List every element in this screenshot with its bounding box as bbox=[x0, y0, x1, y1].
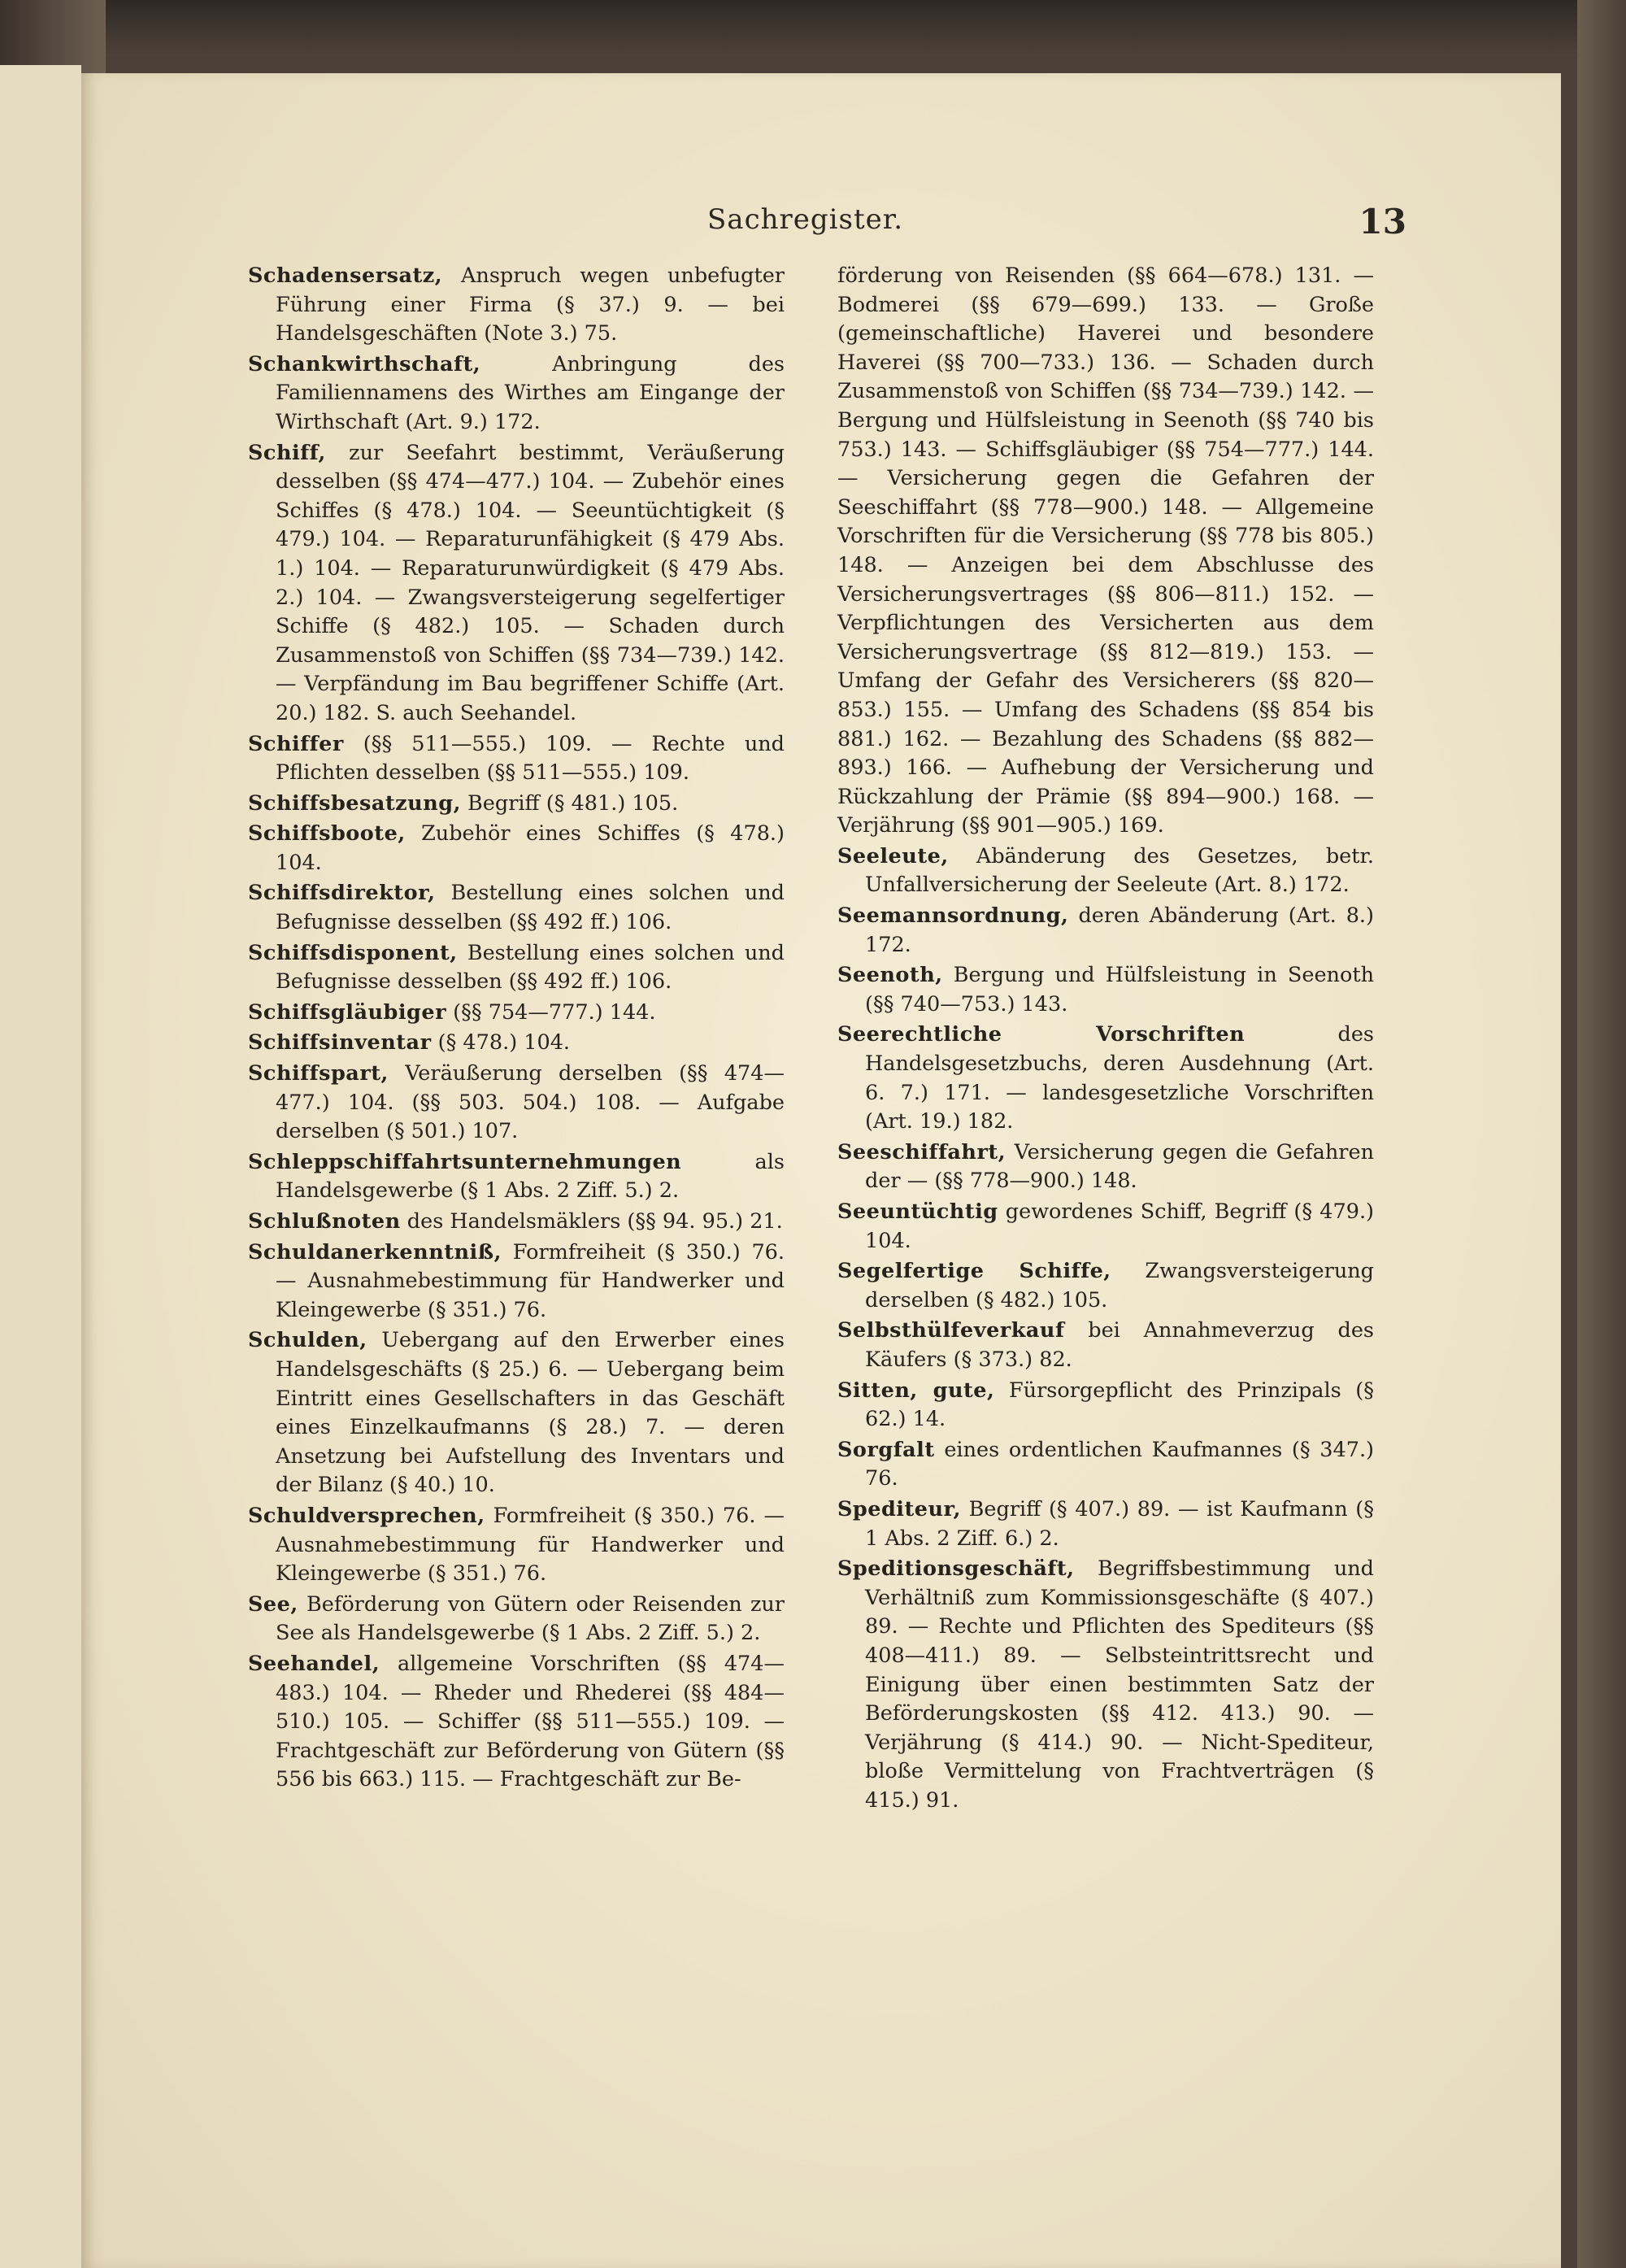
index-entry bbox=[248, 1326, 785, 1500]
index-entry-text: Anbringung des Familiennamens des Wirthes am Eingange der Wirthschaft (Art. 9.) 172. bbox=[276, 351, 785, 434]
index-entry-keyword: Schleppschiffahrtsunternehmungen bbox=[248, 1149, 682, 1174]
index-entry-text: des Handelsmäklers (§§ 94. 95.) 21. bbox=[400, 1209, 783, 1234]
index-entry-text: allgemeine Vorschriften (§§ 474—483.) 104. — Rheder und Rhederei (§§ 484—510.) 105. — Schiffer (§§ 511—555.) 109. — Frachtgeschäft zur Beförderung von Gütern (§§ 556 bis 663.) 115. — Frachtgeschäft zur Be- bbox=[276, 1651, 785, 1792]
previous-page-edge bbox=[0, 65, 81, 2268]
index-entry bbox=[837, 262, 1374, 841]
index-entry-text: förderung von Reisenden (§§ 664—678.) 131. — Bodmerei (§§ 679—699.) 133. — Große (gemeinschaftliche) Haverei und besondere Haverei (§§ 700—733.) 136. — Schaden durch Zusammenstoß von Schiffen (§§ 734—739.) 142. — Bergung und Hülfsleistung in Seenoth (§§ 740 bis 753.) 143. — Schiffsgläubiger (§§ 754—777.) 144. — Versicherung gegen die Gefahren der Seeschiffahrt (§§ 778—900.) 148. — Allgemeine Vorschriften für die Versicherung (§§ 778 bis 805.) 148. — Anzeigen bei dem Abschlusse des Versicherungsvertrages (§§ 806—811.) 152. — Verpflichtungen des Versicherten aus dem Versicherungsvertrage (§§ 812—819.) 153. — Umfang der Gefahr des Versicherers (§§ 820—853.) 155. — Umfang des Schadens (§§ 854 bis 881.) 162. — Bezahlung des Schadens (§§ 882—893.) 166. — Aufhebung der Versicherung und Rückzahlung der Prämie (§§ 894—900.) 168. — Verjährung (§§ 901—905.) 169. bbox=[837, 263, 1374, 838]
index-entry-text: Fürsorgepflicht des Prinzipals (§ 62.) 14. bbox=[865, 1378, 1374, 1432]
index-entry-text: des Handelsgesetzbuchs, deren Ausdehnung (Art. 6. 7.) 171. — landesgesetzliche Vorschriften (Art. 19.) 182. bbox=[865, 1022, 1374, 1134]
index-entry bbox=[837, 961, 1374, 1019]
index-entry-text: bei Annahmeverzug des Käufers (§ 373.) 82. bbox=[865, 1318, 1374, 1372]
index-entry bbox=[837, 1377, 1374, 1434]
index-entry bbox=[837, 902, 1374, 960]
index-entry bbox=[248, 439, 785, 729]
index-entry bbox=[248, 790, 785, 819]
index-entry-keyword: Schiffsgläubiger bbox=[248, 999, 447, 1025]
index-entry-keyword: Schiffer bbox=[248, 731, 344, 756]
index-entry-text: (§§ 511—555.) 109. — Rechte und Pflichten desselben (§§ 511—555.) 109. bbox=[276, 731, 785, 786]
index-entry-text: Anspruch wegen unbefugter Führung einer Firma (§ 37.) 9. — bei Handelsgeschäften (Note 3.) 75. bbox=[276, 263, 785, 346]
index-entry bbox=[248, 1591, 785, 1648]
index-entry bbox=[837, 1198, 1374, 1256]
book-cover-right bbox=[1577, 0, 1626, 2268]
index-entry-keyword: Schlußnoten bbox=[248, 1209, 401, 1234]
index-entry-keyword: Segelfertige Schiffe, bbox=[837, 1259, 1111, 1284]
index-entry-keyword: Schuldversprechen, bbox=[248, 1503, 485, 1528]
index-entry-keyword: Seenoth, bbox=[837, 963, 943, 988]
index-entry-keyword: Sitten, gute, bbox=[837, 1378, 995, 1403]
index-entry-keyword: Speditionsgeschäft, bbox=[837, 1556, 1075, 1582]
index-entry bbox=[837, 842, 1374, 900]
index-entry bbox=[248, 1060, 785, 1147]
index-entry-keyword: Schiffsboote, bbox=[248, 821, 406, 847]
index-entry-text: Formfreiheit (§ 350.) 76. — Ausnahmebestimmung für Handwerker und Kleingewerbe (§ 351.) 76. bbox=[276, 1503, 785, 1587]
index-entry-text: Formfreiheit (§ 350.) 76. — Ausnahmebestimmung für Handwerker und Kleingewerbe (§ 351.) 76. bbox=[276, 1239, 785, 1322]
index-entry-text: (§ 478.) 104. bbox=[431, 1030, 571, 1056]
index-entry bbox=[837, 1257, 1374, 1315]
index-entry-keyword: Schiffsdirektor, bbox=[248, 881, 436, 906]
index-column-left bbox=[248, 262, 785, 1796]
index-entry-text: Begriff (§ 481.) 105. bbox=[460, 790, 679, 816]
index-entry-text: als Handelsgewerbe (§ 1 Abs. 2 Ziff. 5.) 2. bbox=[276, 1149, 785, 1204]
index-entry-keyword: See, bbox=[248, 1591, 298, 1617]
index-entry bbox=[837, 1317, 1374, 1374]
index-entry-keyword: Selbsthülfeverkauf bbox=[837, 1318, 1065, 1343]
index-entry bbox=[837, 1138, 1374, 1196]
page-header bbox=[81, 203, 1561, 252]
index-entry bbox=[248, 939, 785, 997]
index-entry-text: Uebergang auf den Erwerber eines Handelsgeschäfts (§ 25.) 6. — Uebergang beim Eintritt eines Gesellschafters in das Geschäft eines Einzelkaufmanns (§ 28.) 7. — deren Ansetzung bei Aufstellung des Inventars und der Bilanz (§ 40.) 10. bbox=[276, 1328, 785, 1498]
index-entry bbox=[248, 1650, 785, 1795]
index-entry bbox=[837, 1555, 1374, 1815]
index-entry bbox=[248, 262, 785, 349]
index-entry bbox=[248, 820, 785, 877]
index-entry bbox=[248, 1029, 785, 1058]
index-entry-text: deren Abänderung (Art. 8.) 172. bbox=[865, 903, 1374, 957]
index-entry-keyword: Schiff, bbox=[248, 440, 326, 465]
index-entry bbox=[248, 999, 785, 1028]
index-entry bbox=[837, 1436, 1374, 1494]
running-title: Sachregister. bbox=[707, 203, 904, 236]
index-entry bbox=[248, 350, 785, 437]
index-entry-keyword: Schiffsdisponent, bbox=[248, 940, 458, 965]
index-entry-keyword: Seemannsordnung, bbox=[837, 903, 1069, 929]
index-entry-keyword: Seehandel, bbox=[248, 1651, 380, 1676]
index-entry-keyword: Schiffsinventar bbox=[248, 1030, 432, 1056]
index-entry-text: Versicherung gegen die Gefahren der — (§§ 778—900.) 148. bbox=[865, 1139, 1374, 1194]
index-entry bbox=[248, 1148, 785, 1206]
index-entry-keyword: Seeuntüchtig bbox=[837, 1199, 998, 1224]
index-entry-keyword: Sorgfalt bbox=[837, 1437, 935, 1462]
index-entry-keyword: Seeleute, bbox=[837, 843, 949, 868]
index-entry-keyword: Seeschiffahrt, bbox=[837, 1139, 1006, 1164]
index-entry-text: gewordenes Schiff, Begriff (§ 479.) 104. bbox=[865, 1199, 1374, 1253]
index-entry-text: Beförderung von Gütern oder Reisenden zur See als Handelsgewerbe (§ 1 Abs. 2 Ziff. 5.) 2. bbox=[276, 1591, 785, 1646]
index-entry-keyword: Schadensersatz, bbox=[248, 263, 443, 288]
index-entry-keyword: Schankwirthschaft, bbox=[248, 351, 481, 377]
index-entry-keyword: Schulden, bbox=[248, 1328, 367, 1353]
index-column-right bbox=[837, 262, 1374, 1817]
index-entry-text: Bestellung eines solchen und Befugnisse desselben (§§ 492 ff.) 106. bbox=[276, 881, 785, 935]
index-entry-text: Bergung und Hülfsleistung in Seenoth (§§ 740—753.) 143. bbox=[865, 963, 1374, 1016]
index-entry bbox=[837, 1021, 1374, 1136]
index-entry-text: Begriff (§ 407.) 89. — ist Kaufmann (§ 1 Abs. 2 Ziff. 6.) 2. bbox=[865, 1496, 1374, 1551]
index-entry bbox=[248, 879, 785, 937]
index-entry-text: Begriffsbestimmung und Verhältniß zum Kommissionsgeschäfte (§ 407.) 89. — Rechte und Pflichten des Spediteurs (§§ 408—411.) 89. — Selbsteintrittsrecht und Einigung über einen bestimmten Satz der Beförderungskosten (§§ 412. 413.) 90. — Verjährung (§ 414.) 90. — Nicht-Spediteur, bloße Vermittelung von Frachtverträgen (§ 415.) 91. bbox=[865, 1556, 1374, 1813]
index-entry bbox=[837, 1495, 1374, 1553]
index-entry-text: Zwangsversteigerung derselben (§ 482.) 105. bbox=[865, 1259, 1374, 1312]
index-entry-text: Abänderung des Gesetzes, betr. Unfallversicherung der Seeleute (Art. 8.) 172. bbox=[865, 843, 1374, 898]
page-number: 13 bbox=[1359, 202, 1406, 242]
index-entry-keyword: Spediteur, bbox=[837, 1496, 961, 1521]
index-entry-text: Veräußerung derselben (§§ 474—477.) 104. (§§ 503. 504.) 108. — Aufgabe derselben (§ 501.) 107. bbox=[276, 1061, 785, 1144]
index-entry-keyword: Schiffsbesatzung, bbox=[248, 790, 461, 816]
index-entry-text: (§§ 754—777.) 144. bbox=[446, 999, 656, 1025]
index-entry-text: eines ordentlichen Kaufmannes (§ 347.) 76. bbox=[865, 1437, 1374, 1491]
index-entry bbox=[248, 1502, 785, 1589]
index-entry-text: zur Seefahrt bestimmt, Veräußerung desselben (§§ 474—477.) 104. — Zubehör eines Schiffes (§ 478.) 104. — Seeuntüchtigkeit (§ 479.) 104. — Reparaturunfähigkeit (§ 479 Abs. 1.) 104. — Reparaturunwürdigkeit (§ 479 Abs. 2.) 104. — Zwangsversteigerung segelfertiger Schiffe (§ 482.) 105. — Schaden durch Zusammenstoß von Schiffen (§§ 734—739.) 142. — Verpfändung im Bau begriffener Schiffe (Art. 20.) 182. S. auch Seehandel. bbox=[276, 440, 785, 725]
index-entry-keyword: Seerechtliche Vorschriften bbox=[837, 1022, 1246, 1047]
index-entry-text: Zubehör eines Schiffes (§ 478.) 104. bbox=[276, 821, 785, 875]
index-entry bbox=[248, 1238, 785, 1326]
book-page bbox=[81, 73, 1561, 2268]
index-entry bbox=[248, 730, 785, 788]
index-entry-text: Bestellung eines solchen und Befugnisse desselben (§§ 492 ff.) 106. bbox=[276, 940, 785, 995]
book-cover-top bbox=[0, 0, 1626, 57]
index-entry-keyword: Schuldanerkenntniß, bbox=[248, 1239, 502, 1265]
index-entry-keyword: Schiffspart, bbox=[248, 1061, 389, 1086]
index-entry bbox=[248, 1208, 785, 1237]
